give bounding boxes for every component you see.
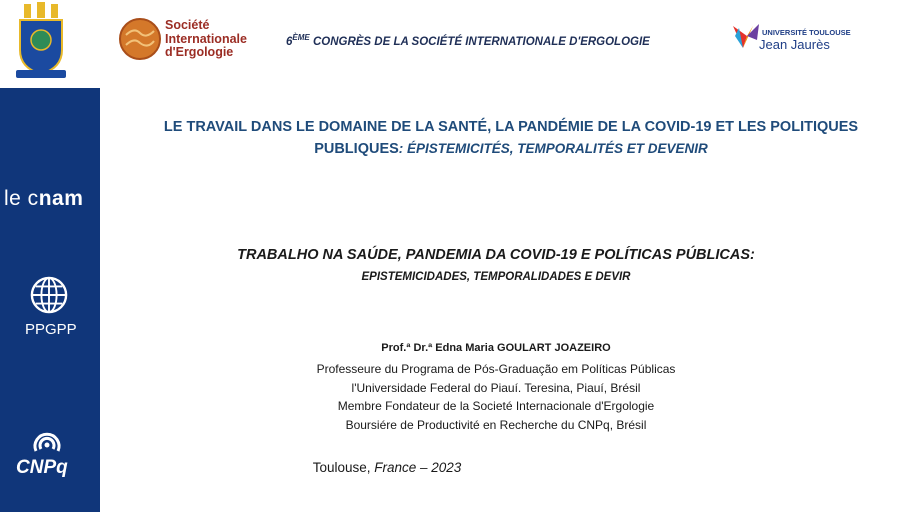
title-fr: LE TRAVAIL DANS LE DOMAINE DE LA SANTÉ, LA PANDÉMIE DE LA COVID-19 ET LES POLITIQUES PUBLIQUES: ÉPISTEMICITÉS, TEMPORALITÉS ET DEVENIR [163, 119, 859, 157]
utj-line2: Jean Jaurès [759, 37, 830, 52]
utj-line1: UNIVERSITÉ TOULOUSE [762, 28, 851, 37]
cnam-logo: le cnam [4, 187, 84, 210]
sie-name: Société Internationale d'Ergologie [165, 18, 247, 59]
congress-heading: 6ÈME CONGRÈS DE LA SOCIÉTÉ INTERNATIONALE D'ERGOLOGIE [286, 33, 650, 48]
sidebar [0, 88, 100, 512]
cnpq-icon [30, 429, 64, 457]
utj-logo-icon [731, 22, 761, 50]
affiliation-line: l'Universidade Federal do Piauí. Teresina, Piauí, Brésil [351, 380, 641, 395]
author-affiliations [100, 360, 892, 434]
ppgpp-label: PPGPP [25, 321, 77, 338]
cnpq-label: CNPq [16, 457, 68, 478]
ufpi-crest-icon [14, 2, 68, 80]
title-pt: TRABALHO NA SAÚDE, PANDEMIA DA COVID-19 E POLÍTICAS PÚBLICAS: [237, 247, 755, 263]
author-name: Prof.ª Dr.ª Edna Maria GOULART JOAZEIRO [381, 342, 611, 354]
affiliation-line: Professeure du Programa de Pós-Graduação em Políticas Públicas [316, 362, 676, 376]
subtitle-pt: EPISTEMICIDADES, TEMPORALIDADES E DEVIR [361, 271, 631, 283]
affiliation-line: Boursiére de Productivité en Recherche du CNPq, Brésil [345, 417, 647, 432]
globe-icon [30, 276, 68, 314]
affiliation-line: Membre Fondateur de la Societé Internacionale d'Ergologie [337, 399, 655, 413]
sie-globe-icon [118, 17, 162, 61]
place-date: Toulouse, France – 2023 [312, 460, 462, 475]
